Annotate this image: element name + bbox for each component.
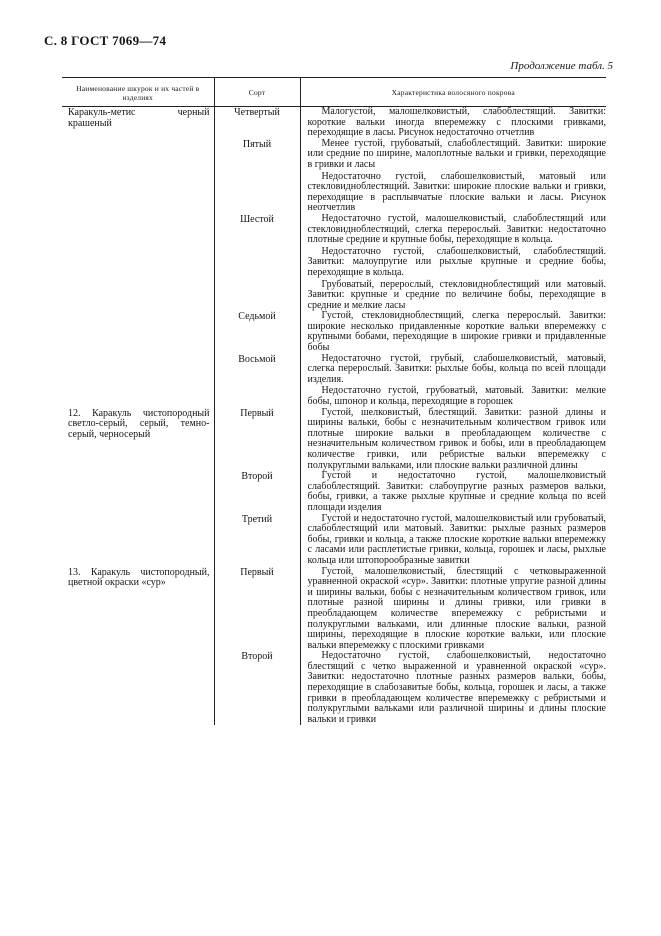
description-cell (300, 471, 606, 513)
grade-label: Второй (241, 471, 273, 483)
table-row (62, 311, 606, 353)
description-cell (300, 354, 606, 408)
fur-name: 12. Каракуль чистопородный светло-серый, серый, темно-серый, черносерый (68, 407, 210, 440)
fur-name: 13. Каракуль чистопородный, цветной окраски «сур» (68, 566, 210, 589)
grade-cell (214, 139, 300, 214)
description-paragraph: Густой и недостаточно густой, малошелковистый или грубоватый, слабоблестящий или матовый. Завитки: рыхлые разных размеров бобы, гривки и кольца, а также плоские короткие вальки вперемежку с ласами или расплетистые гривки, кольца, горошек и ласы, рыхлые кольца или штопорообразные завитки (307, 512, 606, 566)
table-row (62, 651, 606, 725)
table-row (62, 214, 606, 311)
grade-label: Третий (241, 513, 273, 525)
name-cell (62, 567, 214, 652)
name-cell (62, 651, 214, 725)
table-continuation-label: Продолжение табл. 5 (510, 60, 613, 72)
grade-label: Первый (240, 566, 274, 578)
grade-cell (214, 408, 300, 472)
description-cell (300, 408, 606, 472)
grade-label: Четвертый (234, 107, 280, 118)
name-cell (62, 311, 214, 353)
name-cell (62, 354, 214, 408)
description-cell (300, 139, 606, 214)
description-paragraph: Недостаточно густой, слабошелковистый, слабоблестящий. Завитки: малоупругие или рыхлые крупные и средние бобы, переходящие в кольца. (307, 245, 606, 278)
name-cell (62, 471, 214, 513)
description-paragraph: Недостаточно густой, слабошелковистый, недостаточно блестящий с четко выраженной и уравненной окраской «сур». Завитки: недостаточно плотные разных размеров вальки, бобы, переходящие в слабозавитые бобы, кольца, горошек и ласы, а также гривки в преобладающем количестве вперемежку с ребристыми и полукруглыми вальками или различной ширины и длины плоские вальки и гривки (307, 650, 606, 725)
grade-cell (214, 567, 300, 652)
description-cell (300, 311, 606, 353)
fur-name: Каракуль-метис черный крашеный (68, 107, 210, 129)
name-cell (62, 107, 214, 139)
description-cell (300, 214, 606, 311)
table-row (62, 107, 606, 139)
grade-cell (214, 651, 300, 725)
table-row (62, 514, 606, 567)
table-row (62, 471, 606, 513)
description-paragraph: Менее густой, грубоватый, слабоблестящий. Завитки: широкие или средние по ширине, малоплотные вальки и гривки, переходящие в гривки и ласы (307, 137, 606, 170)
grade-cell (214, 471, 300, 513)
name-cell (62, 514, 214, 567)
grade-label: Шестой (240, 213, 274, 225)
description-cell (300, 107, 606, 139)
column-header-grade: Сорт (214, 78, 300, 107)
grade-cell (214, 311, 300, 353)
column-header-description: Характеристика волосяного покрова (300, 78, 606, 107)
description-paragraph: Недостаточно густой, грубый, слабошелковистый, матовый, слегка перерослый. Завитки: рыхлые бобы, кольца по всей площади изделия. (307, 352, 606, 385)
grade-cell (214, 514, 300, 567)
grade-cell (214, 107, 300, 139)
name-cell (62, 214, 214, 311)
table-body (62, 107, 606, 726)
grade-label: Седьмой (238, 311, 276, 323)
description-cell (300, 651, 606, 725)
grade-label: Второй (241, 651, 273, 663)
description-paragraph: Недостаточно густой, слабошелковистый, матовый или стекловидноблестящий. Завитки: широкие плоские вальки и гривки, переходящие в расплывчатые плоские вальки и ласы. Рисунок неотчетлив (307, 170, 606, 214)
description-paragraph: Недостаточно густой, малошелковистый, слабоблестящий или стекловидноблестящий, слегка перерослый. Завитки: недостаточно плотные средние и крупные бобы, переходящие в кольца. (307, 212, 606, 246)
grade-cell (214, 354, 300, 408)
description-paragraph: Грубоватый, перерослый, стекловидноблестящий или матовый. Завитки: крупные и средние по величине бобы, переходящие в средние и мелкие ласы (307, 278, 606, 311)
grade-label: Первый (240, 407, 274, 419)
table-row (62, 354, 606, 408)
description-paragraph: Густой, малошелковистый, блестящий с четковыраженной уравненной окраской «сур». Завитки: плотные упругие разной длины и ширины вальки, бобы с незначительным количеством гривок, или плотные разной ширины и длины гривки, или гривки в преобладающем количестве вперемежку с ребристыми и полукруглыми вальками, или длинные плоские вальки, разной ширины, переходящие в плоские короткие вальки, или плоские вальки вперемежку с плоскими гривками (307, 565, 606, 651)
name-cell (62, 408, 214, 472)
description-cell (300, 514, 606, 567)
table-header-row (62, 78, 606, 107)
table-row (62, 567, 606, 652)
column-header-name: Наименование шкурок и их частей в изделиях (62, 78, 214, 107)
grade-label: Восьмой (238, 353, 276, 365)
description-paragraph: Недостаточно густой, грубоватый, матовый. Завитки: мелкие бобы, шпонор и кольца, переходящие в горошек (307, 385, 606, 408)
description-paragraph: Густой, шелковистый, блестящий. Завитки: разной длины и ширины вальки, бобы с незначительным количеством гривок или плотные широкие вальки в преобладающем количестве с незначительным количеством гривок и бобы, или в преобладающем количестве гривки, или ребристые вальки вперемежку с полукруглыми вальками, или плоские вальки различной длины (307, 406, 606, 471)
fur-grade-table (62, 77, 606, 725)
description-paragraph: Густой и недостаточно густой, малошелковистый слабоблестящий. Завитки: слабоупругие разных размеров вальки, бобы, гривки, а также рыхлые крупные и средние кольца по всей площади изделия (307, 470, 606, 513)
description-cell (300, 567, 606, 652)
page-header: С. 8 ГОСТ 7069—74 (44, 33, 167, 48)
grade-label: Пятый (242, 138, 272, 150)
table-row (62, 139, 606, 214)
description-paragraph: Малогустой, малошелковистый, слабоблестящий. Завитки: короткие вальки иногда вперемежку с плоскими гривками, переходящие в ласы. Рисунок недостаточно отчетлив (307, 106, 606, 139)
description-paragraph: Густой, стекловидноблестящий, слегка перерослый. Завитки: широкие несколько придавленные короткие вальки вперемежку с крупными бобами, переходящие в широкие гривки и придавленные бобы (307, 310, 606, 354)
name-cell (62, 139, 214, 214)
grade-cell (214, 214, 300, 311)
table-row (62, 408, 606, 472)
